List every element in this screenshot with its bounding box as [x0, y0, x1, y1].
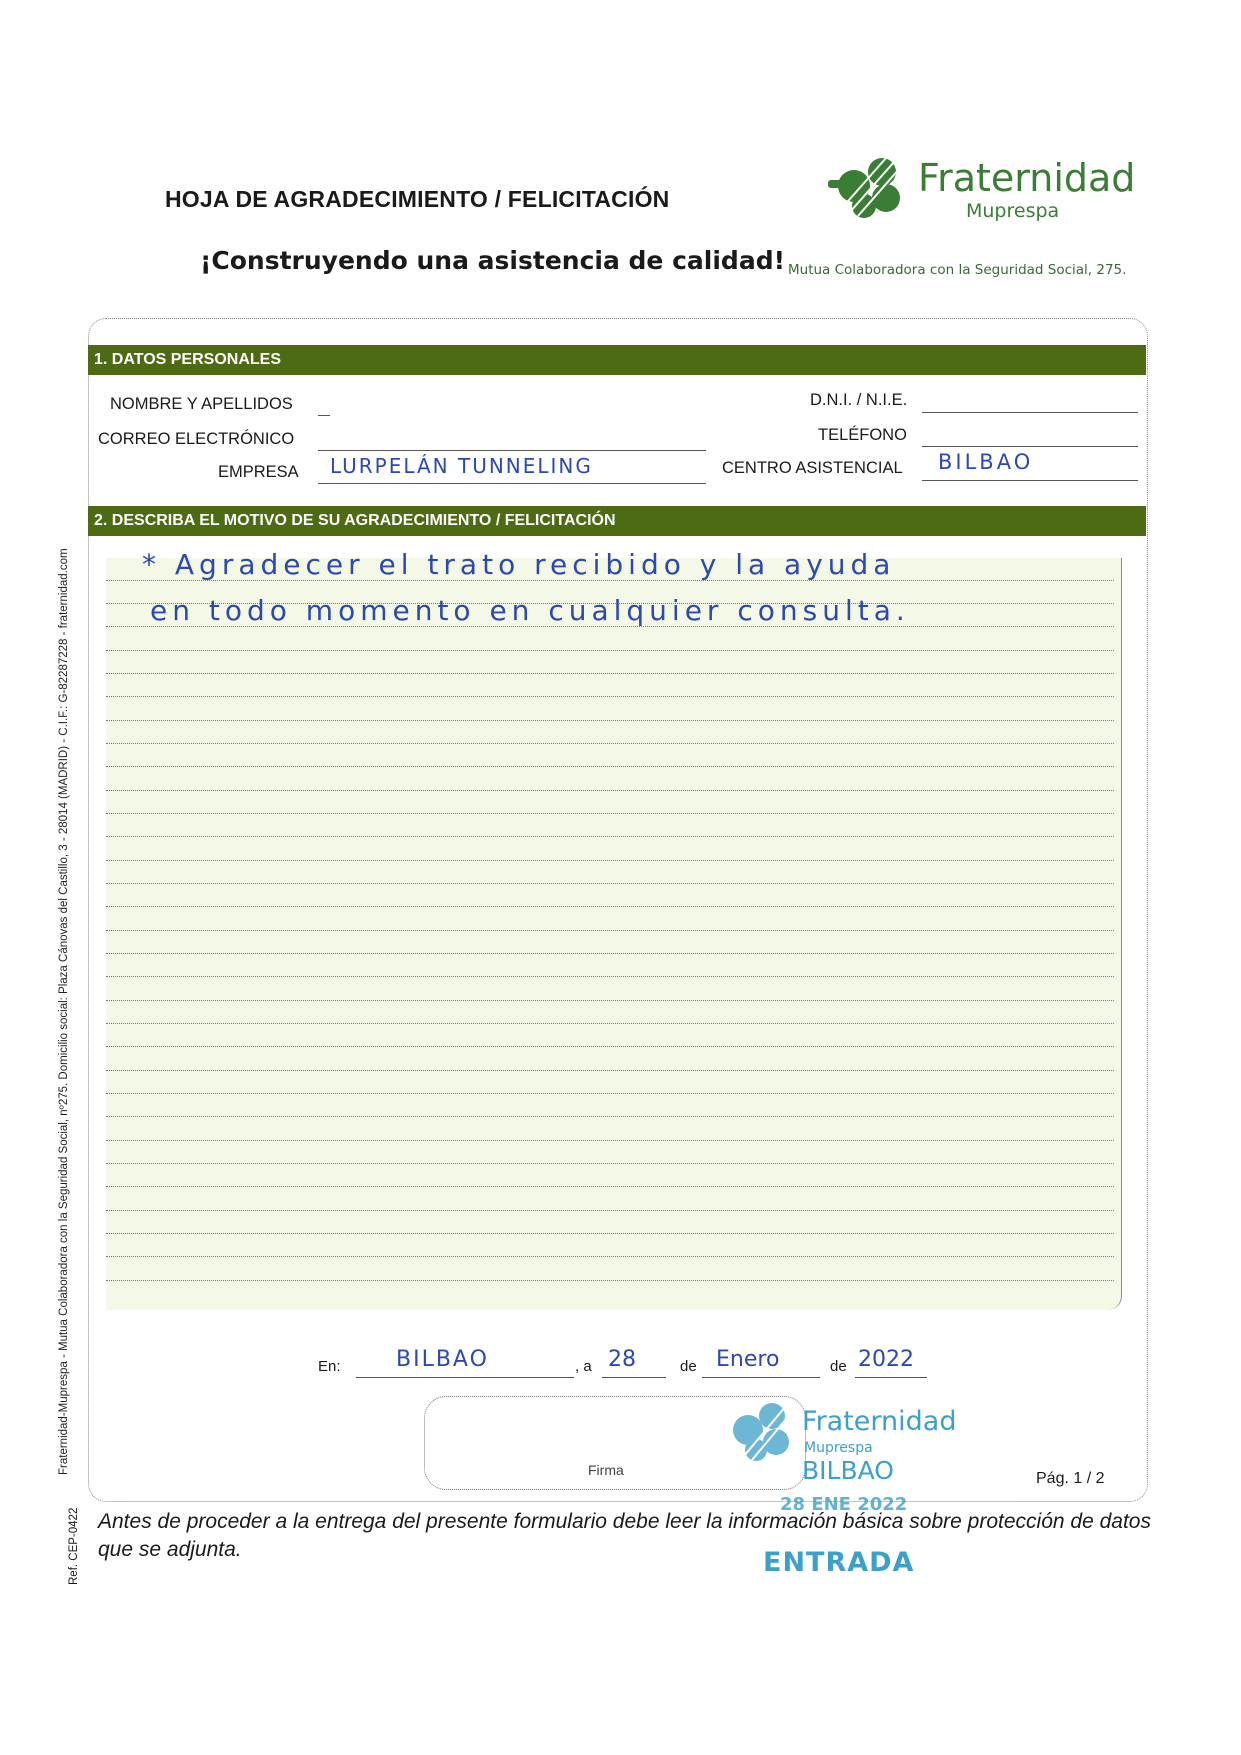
a-label: , a: [575, 1358, 592, 1375]
comment-textarea[interactable]: [106, 558, 1122, 1310]
correo-label: CORREO ELECTRÓNICO: [98, 430, 295, 448]
month-field[interactable]: [702, 1376, 820, 1378]
correo-field[interactable]: [318, 449, 706, 451]
stamp-name: Fraternidad: [802, 1406, 957, 1437]
telefono-field[interactable]: [922, 445, 1138, 447]
legal-sidebar-text: Fraternidad-Muprespa - Mutua Colaboradora con la Seguridad Social, nº275. Domicilio social: Plaza Cánovas del Castillo, 3 - 28014 (MADRID) - C.I.F.: G-82287228 - fraternidad.com: [58, 548, 70, 1475]
centro-value: BILBAO: [938, 450, 1034, 474]
dni-label: D.N.I. / N.I.E.: [810, 391, 908, 409]
logo-name: Fraternidad: [918, 156, 1136, 200]
dni-field[interactable]: [922, 411, 1138, 413]
empresa-value: LURPELÁN TUNNELING: [330, 454, 593, 478]
form-subtitle: ¡Construyendo una asistencia de calidad!: [200, 246, 785, 275]
nombre-label: NOMBRE Y APELLIDOS: [110, 395, 293, 413]
stamp-city: BILBAO: [802, 1456, 894, 1485]
de-label: de: [680, 1358, 697, 1375]
stamp-logo-icon: [720, 1400, 800, 1464]
page-number: Pág. 1 / 2: [1036, 1470, 1105, 1487]
logo-sub: Muprespa: [966, 200, 1060, 222]
mutua-text: Mutua Colaboradora con la Seguridad Social, 275.: [788, 262, 1127, 278]
fraternidad-logo-icon: [820, 156, 916, 220]
year-value: 2022: [858, 1347, 914, 1372]
empresa-label: EMPRESA: [218, 463, 299, 481]
telefono-label: TELÉFONO: [818, 426, 907, 444]
stamp-sub: Muprespa: [804, 1440, 873, 1456]
stamp-entrada: ENTRADA: [763, 1547, 915, 1578]
firma-label: Firma: [588, 1462, 624, 1478]
de-label-2: de: [830, 1358, 847, 1375]
en-label: En:: [318, 1358, 341, 1375]
year-field[interactable]: [855, 1376, 927, 1378]
day-value: 28: [608, 1347, 636, 1372]
empresa-field[interactable]: [318, 482, 706, 484]
city-value: BILBAO: [396, 1347, 489, 1372]
comment-line-1: * Agradecer el trato recibido y la ayuda: [142, 548, 896, 581]
section2-header: 2. DESCRIBA EL MOTIVO DE SU AGRADECIMIENTO / FELICITACIÓN: [88, 506, 1146, 536]
nombre-field[interactable]: [318, 414, 330, 416]
centro-field[interactable]: [922, 479, 1138, 481]
city-field[interactable]: [356, 1376, 574, 1378]
day-field[interactable]: [602, 1376, 666, 1378]
section1-header: 1. DATOS PERSONALES: [88, 345, 1146, 375]
centro-label: CENTRO ASISTENCIAL: [722, 459, 903, 477]
ref-code: Ref. CEP-0422: [68, 1507, 80, 1585]
data-protection-notice: Antes de proceder a la entrega del presente formulario debe leer la información básica sobre protección de datos que se adjunta.: [98, 1510, 1151, 1561]
comment-line-2: en todo momento en cualquier consulta.: [150, 594, 910, 627]
month-value: Enero: [716, 1347, 780, 1372]
form-title: HOJA DE AGRADECIMIENTO / FELICITACIÓN: [165, 186, 670, 212]
stamp-date: 28 ENE 2022: [780, 1494, 908, 1515]
